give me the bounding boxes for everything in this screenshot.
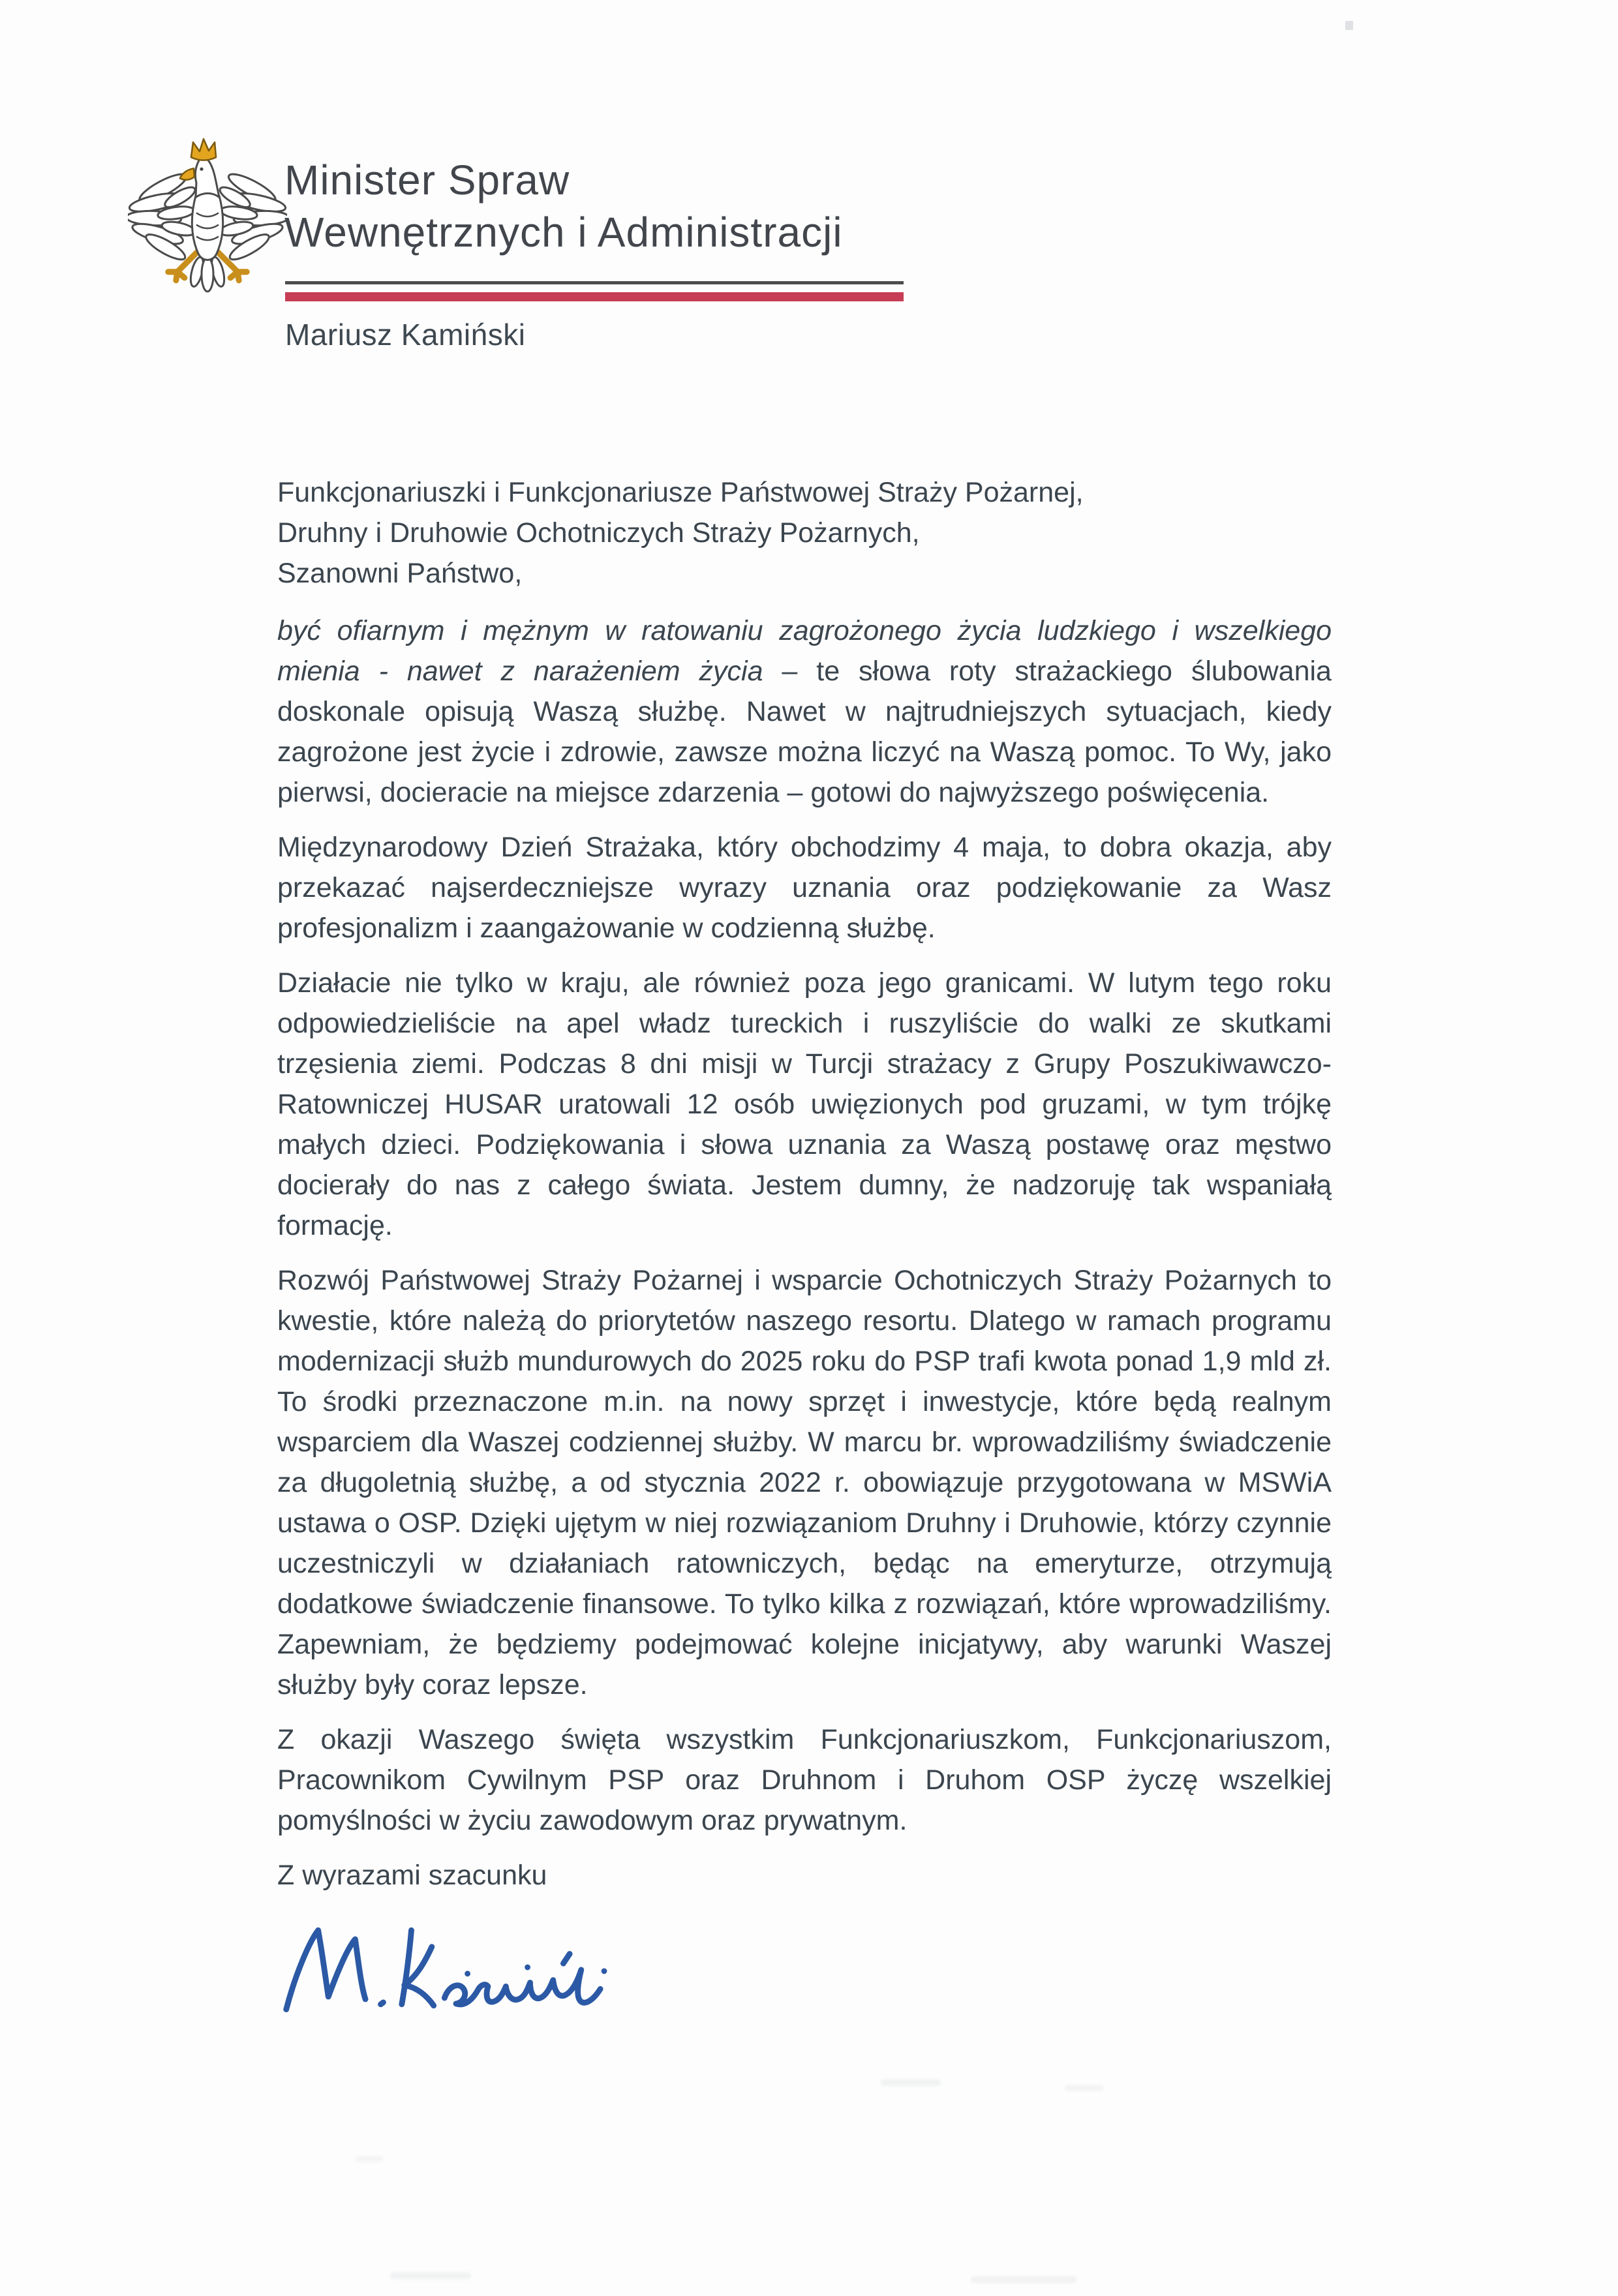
letter-body — [277, 472, 1332, 2025]
flag-divider-red-stripe — [285, 292, 904, 301]
minister-name: Mariusz Kamiński — [285, 318, 526, 352]
paragraph-modernization: Rozwój Państwowej Straży Pożarnej i wsparcie Ochotniczych Straży Pożarnych to kwestie, które należą do priorytetów naszego resortu. Dlatego w ramach programu modernizacji służb mundurowych do 2025 roku do PSP trafi kwota ponad 1,9 mld zł. To środki przeznaczone m.in. na nowy sprzęt i inwestycje, które będą realnym wsparciem dla Waszej codziennej służby. W marcu br. wprowadziliśmy świadczenie za długoletnią służbę, a od stycznia 2022 r. obowiązuje przygotowana w MSWiA ustawa o OSP. Dzięki ujętym w niej rozwiązaniom Druhny i Druhowie, którzy czynnie uczestniczyli w działaniach ratowniczych, będąc na emeryturze, otrzymują dodatkowe świadczenie finansowe. To tylko kilka z rozwiązań, które wprowadziliśmy. Zapewniam, że będziemy podejmować kolejne inicjatywy, aby warunki Waszej służby były coraz lepsze. — [277, 1265, 1332, 1700]
coat-of-arms-eagle-icon — [128, 137, 287, 304]
salutation-block — [277, 472, 1332, 594]
scan-artifact — [881, 2079, 941, 2086]
scan-artifact — [390, 2273, 471, 2279]
ministry-title-line1: Minister Spraw — [284, 157, 570, 204]
scan-artifact — [971, 2276, 1076, 2283]
paragraph-turkey-mission: Działacie nie tylko w kraju, ale również poza jego granicami. W lutym tego roku odpowiedzieliście na apel władz tureckich i ruszyliście do walki ze skutkami trzęsienia ziemi. Podczas 8 dni misji w Turcji strażacy z Grupy Poszukiwawczo-Ratowniczej HUSAR uratowali 12 osób uwięzionych pod gruzami, w tym trójkę małych dzieci. Podziękowania i słowa uznania za Waszą postawę oraz męstwo docierały do nas z całego świata. Jestem dumny, że nadzoruję tak wspaniałą formację. — [277, 967, 1332, 1241]
scan-artifact — [356, 2156, 383, 2162]
flag-divider — [285, 281, 904, 301]
salutation-line: Druhny i Druhowie Ochotniczych Straży Pożarnych, — [277, 517, 920, 549]
salutation-line: Funkcjonariuszki i Funkcjonariusze Państwowej Straży Pożarnej, — [277, 477, 1084, 508]
flag-divider-white-stripe — [285, 284, 904, 292]
oath-quote-italic: być ofiarnym i mężnym w ratowaniu zagrożonego życia ludzkiego i wszelkiego mienia - nawet z narażeniem życia — [277, 615, 1332, 687]
ministry-title — [284, 154, 843, 258]
closing-phrase: Z wyrazami szacunku — [277, 1860, 547, 1891]
scan-artifact — [1065, 2085, 1104, 2091]
paragraph-wishes: Z okazji Waszego święta wszystkim Funkcjonariuszkom, Funkcjonariuszom, Pracownikom Cywilnym PSP oraz Druhnom i Druhom OSP życzę wszelkiej pomyślności w życiu zawodowym oraz prywatnym. — [277, 1724, 1332, 1836]
salutation-line: Szanowni Państwo, — [277, 558, 523, 589]
handwritten-signature — [277, 1912, 635, 2025]
ministry-title-line2: Wewnętrznych i Administracji — [284, 209, 843, 256]
paragraph-oath — [277, 611, 1332, 813]
paragraph-firefighters-day: Międzynarodowy Dzień Strażaka, który obchodzimy 4 maja, to dobra okazja, aby przekazać najserdeczniejsze wyrazy uznania oraz podziękowanie za Wasz profesjonalizm i zaangażowanie w codzienną służbę. — [277, 832, 1332, 944]
oath-paragraph-rest: – te słowa roty strażackiego ślubowania doskonale opisują Waszą służbę. Nawet w najtrudniejszych sytuacjach, kiedy zagrożone jest życie i zdrowie, zawsze można liczyć na Waszą pomoc. To Wy, jako pierwsi, docieracie na miejsce zdarzenia – gotowi do najwyższego poświęcenia. — [277, 656, 1332, 808]
scan-artifact — [1345, 21, 1353, 30]
